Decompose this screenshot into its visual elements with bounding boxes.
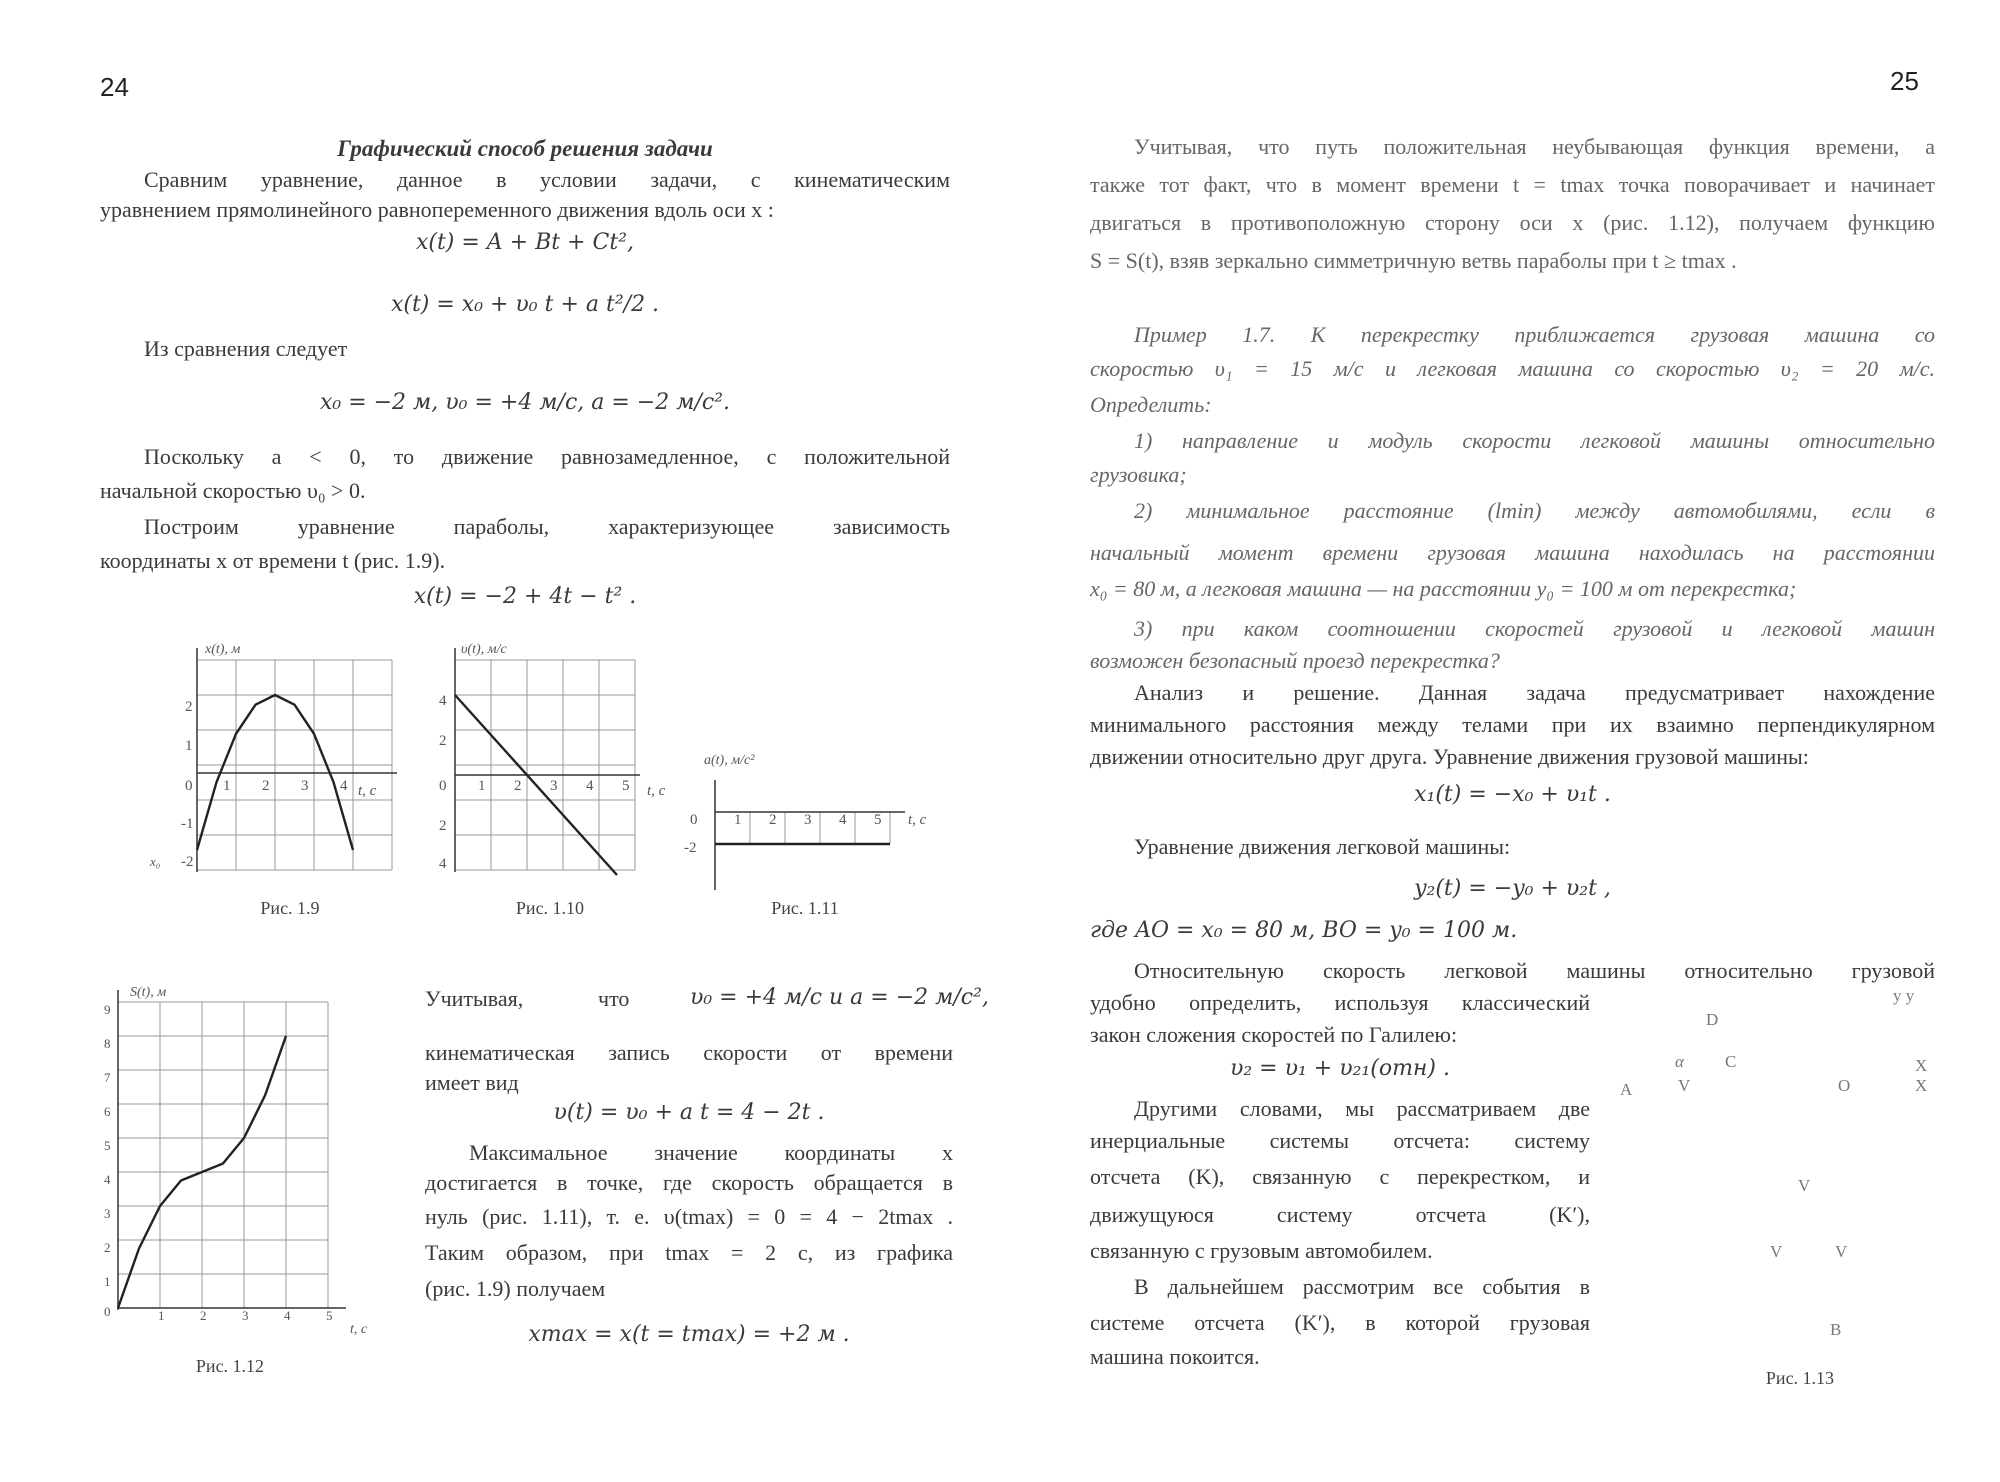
analysis-line-1: Анализ и решение. Данная задача предусматривает нахождение xyxy=(1134,680,1935,705)
other-line-1: Другими словами, мы рассматриваем две xyxy=(1134,1096,1590,1121)
max-line-1: Максимальное значение координаты x xyxy=(469,1140,953,1165)
fig112-ylabel: S(t), м xyxy=(130,985,167,1000)
equation-5: υ(t) = υ₀ + a t = 4 − 2t . xyxy=(553,1100,825,1125)
fig112-ytick-5: 5 xyxy=(104,1138,111,1153)
fig113-point-C: C xyxy=(1725,1052,1737,1071)
left-page-number: 24 xyxy=(100,72,129,102)
analysis-line-3: движении относительно друг друга. Уравнение движения грузовой машины: xyxy=(1090,744,1809,769)
analysis-line-2: минимального расстояния между телами при их взаимно перпендикулярном xyxy=(1090,712,1935,737)
fig112-ytick-0: 0 xyxy=(104,1304,111,1319)
fig110-caption: Рис. 1.10 xyxy=(515,898,585,918)
fig112-caption: Рис. 1.12 xyxy=(195,1356,265,1376)
max-line-5: (рис. 1.9) получаем xyxy=(425,1276,606,1301)
relvel-line-3: закон сложения скоростей по Галилею: xyxy=(1090,1022,1458,1047)
other-line-4: движущуюся систему отсчета (K′), xyxy=(1090,1202,1590,1227)
since-line-2: начальной скоростью υ₀ > 0. xyxy=(100,478,366,503)
fig19-xtick-4: 4 xyxy=(340,778,348,794)
build-line-2: координаты x от времени t (рис. 1.9). xyxy=(100,548,446,573)
that-word: что xyxy=(598,986,630,1011)
fig19-ytick-m2: -2 xyxy=(181,854,194,870)
fig112-xtick-1: 1 xyxy=(158,1308,165,1323)
max-line-3: нуль (рис. 1.11), т. е. υ(tmax) = 0 = 4 − 2tmax . xyxy=(425,1204,953,1229)
fig112-ytick-9: 9 xyxy=(104,1002,111,1017)
fig113-caption: Рис. 1.13 xyxy=(1765,1368,1835,1388)
fig19-xtick-1: 1 xyxy=(223,778,231,794)
given-formula: υ₀ = +4 м/с и a = −2 м/с², xyxy=(690,985,989,1010)
intro-line-2: уравнением прямолинейного равнопеременного движения вдоль оси x : xyxy=(100,197,774,222)
car-equation-intro: Уравнение движения легковой машины: xyxy=(1134,834,1511,859)
figure-1-12 xyxy=(100,980,390,1337)
fig111-xtick-4: 4 xyxy=(839,812,847,828)
fig111-ytick-0: 0 xyxy=(690,812,698,828)
example-line-10: возможен безопасный проезд перекрестка? xyxy=(1090,648,1500,673)
example-line-2: скоростью υ₁ = 15 м/с и легковая машина со скоростью υ₂ = 20 м/с. xyxy=(1090,356,1935,381)
fig111-ylabel: a(t), м/с² xyxy=(704,753,755,768)
fig111-xtick-2: 2 xyxy=(769,812,777,828)
considering-word: Учитывая, xyxy=(425,986,524,1011)
kinematic-line-2: имеет вид xyxy=(425,1070,519,1095)
fig113-v1: V xyxy=(1678,1076,1691,1095)
intro-line-1: Сравним уравнение, данное в условии задачи, с кинематическим xyxy=(144,167,950,192)
fig19-xtick-2: 2 xyxy=(262,778,270,794)
fig110-ytick-m4: 4 xyxy=(439,856,447,872)
fig110-ytick-0: 0 xyxy=(439,778,447,794)
example-line-6: 2) минимальное расстояние (lmin) между автомобилями, если в xyxy=(1134,498,1935,523)
further-line-1: В дальнейшем рассмотрим все события в xyxy=(1134,1274,1590,1299)
other-line-2: инерциальные системы отсчета: систему xyxy=(1090,1128,1590,1153)
equation-r1: x₁(t) = −x₀ + υ₁t . xyxy=(1414,782,1611,807)
fig112-xtick-3: 3 xyxy=(242,1308,249,1323)
fig112-ytick-4: 4 xyxy=(104,1172,111,1187)
example-line-7: начальный момент времени грузовая машина находилась на расстоянии xyxy=(1090,540,1935,565)
fig112-ytick-3: 3 xyxy=(104,1206,111,1221)
build-line-1: Построим уравнение параболы, характеризующее зависимость xyxy=(144,514,950,539)
relvel-line-2: удобно определить, используя классический xyxy=(1090,990,1590,1015)
example-line-4: 1) направление и модуль скорости легковой машины относительно xyxy=(1134,428,1935,453)
further-line-2: системе отсчета (K′), в которой грузовая xyxy=(1090,1310,1590,1335)
fig19-ylabel: x(t), м xyxy=(205,642,241,657)
fig112-ytick-1: 1 xyxy=(104,1274,111,1289)
fig112-ytick-8: 8 xyxy=(104,1036,111,1051)
fig19-ytick-1: 1 xyxy=(185,738,193,754)
para1-line-1: Учитывая, что путь положительная неубывающая функция времени, а xyxy=(1134,134,1935,159)
fig110-ylabel: υ(t), м/с xyxy=(461,642,507,657)
fig112-ytick-2: 2 xyxy=(104,1240,111,1255)
other-line-3: отсчета (K), связанную с перекрестком, и xyxy=(1090,1164,1590,1189)
example-line-1: Пример 1.7. К перекрестку приближается грузовая машина со xyxy=(1134,322,1935,347)
example-line-9: 3) при каком соотношении скоростей грузовой и легковой машин xyxy=(1134,616,1935,641)
fig113-top-right-label: у у xyxy=(1893,986,1915,1005)
fig112-xtick-5: 5 xyxy=(326,1308,333,1323)
fig113-point-B: B xyxy=(1830,1320,1842,1339)
relvel-line-1: Относительную скорость легковой машины относительно грузовой xyxy=(1134,958,1935,983)
fig113-point-O: O xyxy=(1838,1076,1851,1095)
fig19-xlabel: t, c xyxy=(358,783,377,799)
fig19-ytick-2: 2 xyxy=(185,699,193,715)
fig110-xlabel: t, c xyxy=(647,783,666,799)
para1-line-4: S = S(t), взяв зеркально симметричную ветвь параболы при t ≥ tmax . xyxy=(1090,248,1737,273)
fig111-ytick-m2: -2 xyxy=(684,840,697,856)
fig111-xtick-5: 5 xyxy=(874,812,882,828)
fig111-xlabel: t, c xyxy=(908,812,927,828)
fig112-xtick-2: 2 xyxy=(200,1308,207,1323)
since-line-1: Поскольку a < 0, то движение равнозамедленное, с положительной xyxy=(144,444,950,469)
fig113-point-A: A xyxy=(1620,1080,1633,1099)
fig113-x1: X xyxy=(1915,1056,1928,1075)
fig112-ytick-6: 6 xyxy=(104,1104,111,1119)
fig110-xtick-5: 5 xyxy=(622,778,630,794)
other-line-5: связанную с грузовым автомобилем. xyxy=(1090,1238,1433,1263)
equation-2: x(t) = x₀ + υ₀ t + a t²/2 . xyxy=(390,292,660,317)
figure-1-10 xyxy=(435,640,675,890)
figure-1-9 xyxy=(145,640,385,880)
figure-1-11 xyxy=(680,740,940,890)
fig19-x0-label: x₀ xyxy=(150,854,161,869)
max-line-4: Таким образом, при tmax = 2 c, из графика xyxy=(425,1240,953,1265)
fig113-alpha: α xyxy=(1675,1052,1684,1071)
figure-1-13 xyxy=(1610,980,1950,1370)
kinematic-line-1: кинематическая запись скорости от времени xyxy=(425,1040,953,1065)
fig110-ytick-4: 4 xyxy=(439,693,447,709)
fig113-x2: X xyxy=(1915,1076,1928,1095)
fig112-ytick-7: 7 xyxy=(104,1070,111,1085)
fig110-ytick-2: 2 xyxy=(439,733,447,749)
where-line: где AO = x₀ = 80 м, BO = y₀ = 100 м. xyxy=(1090,918,1518,943)
fig113-v2: V xyxy=(1798,1176,1811,1195)
from-comparison: Из сравнения следует xyxy=(144,336,348,361)
equation-r2: y₂(t) = −y₀ + υ₂t , xyxy=(1414,876,1611,901)
fig110-xtick-1: 1 xyxy=(478,778,486,794)
fig112-xtick-4: 4 xyxy=(284,1308,291,1323)
fig19-ytick-m1: -1 xyxy=(181,816,194,832)
fig111-xtick-3: 3 xyxy=(804,812,812,828)
right-page-number: 25 xyxy=(1890,66,1919,96)
fig19-caption: Рис. 1.9 xyxy=(260,898,320,918)
fig113-v4: V xyxy=(1835,1242,1848,1261)
further-line-3: машина покоится. xyxy=(1090,1344,1260,1369)
equation-r3: υ₂ = υ₁ + υ₂₁(отн) . xyxy=(1230,1056,1450,1081)
para1-line-3: двигаться в противоположную сторону оси x (рис. 1.12), получаем функцию xyxy=(1090,210,1935,235)
fig111-xtick-1: 1 xyxy=(734,812,742,828)
section-heading: Графический способ решения задачи xyxy=(337,136,713,161)
fig110-xtick-3: 3 xyxy=(550,778,558,794)
example-line-8: x₀ = 80 м, а легковая машина — на расстоянии y₀ = 100 м от перекрестка; xyxy=(1090,576,1797,601)
fig112-xlabel: t, c xyxy=(350,1322,368,1337)
equation-1: x(t) = A + Bt + Ct², xyxy=(415,230,635,255)
fig113-point-D: D xyxy=(1706,1010,1719,1029)
fig19-ytick-0: 0 xyxy=(185,778,193,794)
example-line-5: грузовика; xyxy=(1090,462,1187,487)
fig113-v3: V xyxy=(1770,1242,1783,1261)
equation-4: x(t) = −2 + 4t − t² . xyxy=(413,584,637,609)
equation-3: x₀ = −2 м, υ₀ = +4 м/с, a = −2 м/с². xyxy=(319,390,731,415)
fig110-ytick-m2: 2 xyxy=(439,818,447,834)
fig110-xtick-2: 2 xyxy=(514,778,522,794)
max-line-2: достигается в точке, где скорость обращается в xyxy=(425,1170,953,1195)
fig111-caption: Рис. 1.11 xyxy=(771,898,839,918)
para1-line-2: также тот факт, что в момент времени t = tmax точка поворачивает и начинает xyxy=(1090,172,1935,197)
equation-6: xmax = x(t = tmax) = +2 м . xyxy=(528,1322,850,1347)
example-line-3: Определить: xyxy=(1090,392,1212,417)
fig110-xtick-4: 4 xyxy=(586,778,594,794)
fig19-xtick-3: 3 xyxy=(301,778,309,794)
